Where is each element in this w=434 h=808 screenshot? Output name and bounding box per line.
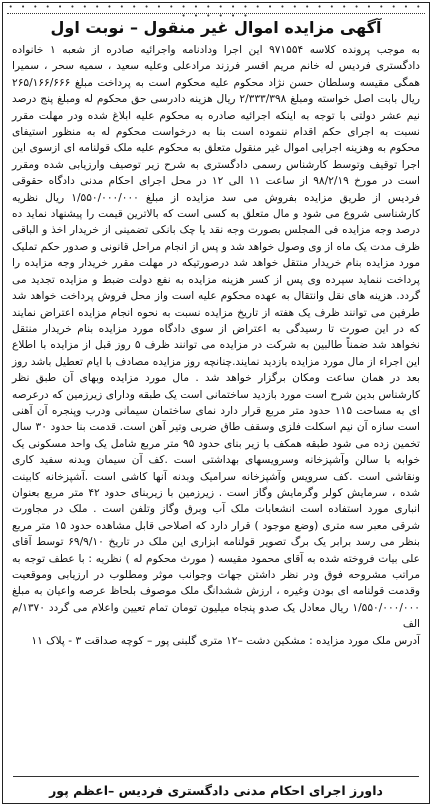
notice-signature: داورز اجرای احکام مدنی دادگستری فردیس –اعظم پور [49,783,383,798]
notice-title: آگهی مزایده اموال غیر منقول – نوبت اول [50,18,382,37]
notice-body [12,42,420,649]
decorative-border: • • • • • • • • • • • • • • • • • • • • • • • • • • • • • • • • • • • • • • • • [8,3,424,20]
legal-notice-clipping [2,2,430,804]
footer-divider [13,776,419,777]
notice-body-text: به موجب پرونده کلاسه ۹۷۱۵۵۴ این اجرا ودادنامه واجرائیه صادره از شعبه ۱ خانواده دادگستری فردیس له خانم مریم افسر فرزند مرادعلی وعلیه سعید ، سمیه سحر ، سمیرا همگی مقیسه وسلطان حسن نژاد محکوم علیه محکوم است به پرداخت مبلغ ۲۶۵/۱۶۶/۶۶۶ ریال بابت اصل خواسته ومبلغ ۲/۳۳۳/۳۹۸ ریال هزینه دادرسی حق محکوم له ومبلغ پنج درصد نیم عشر دولتی با توجه به اینکه اجرائیه صادره به محکوم علیه ابلاغ شده ودر مهلت مقرر نسبت به اجرای حکم اقدام ننموده است بنا به درخواست محکوم له به منظور استیفای محکوم به وهزینه اجرایی اموال غیر منقول متعلق به محکوم علیه ملک قولنامه ای ازسوی این اجرا توقیف وتوسط کارشناس رسمی دادگستری به شرح زیر توصیف وارزیابی شده ومقرر است در مورخ ۹۸/۲/۱۹ از ساعت ۱۱ الی ۱۲ در محل اجرای احکام مدنی دادگاه حقوقی فردیس از طریق مزایده بفروش می سد مزایده از مبلغ ۱/۵۵۰/۰۰۰/۰۰۰ ریال نظریه کارشناسی شروع می شود و مال متعلق به کسی است که بالاترین قیمت را پیشنهاد نماید ده درصد وجه مزایده فی المجلس بصورت وجه نقد یا چک بانکی تضمینی از خریدار اخذ و الباقی ظرف مدت یک ماه از وی وصول خواهد شد و پس از انجام مراحل قانونی و صدور حکم تملیک مورد مزایده بنام خریدار منتقل خواهد شد درصورتیکه در مهلت مقرر خریدار وجه مزایده را پرداخت ننماید سپرده وی پس از کسر هزینه مزایده به نفع دولت ضبط و مزایده تجدید می گردد. هزینه های نقل وانتقال به عهده محکوم علیه است واز محل فروش پرداخت خواهد شد طرفین می توانند ظرف یک هفته از تاریخ مزایده نسبت به نحوه انجام مزایده اعتراض نمایند که در این صورت تا رسیدگی به اعتراض از سوی دادگاه مورد مزایده بنام خریدار منتقل نخواهد شد ضمناً طالبین به شرکت در مزایده می توانند ظرف ۵ روز قبل از مزایده با اطلاع این اجراء از مال مورد مزایده بازدید نمایند.چنانچه روز مزایده مصادف با ایام تعطیل باشد روز بعد در همان ساعت ومکان برگزار خواهد شد . مال مورد مزایده وبهای آن طبق نظر کارشناس بدین شرح است مورد بازدید ساختمانی است یک طبقه ودارای زیرزمین که درعرصه ای به مساحت ۱۱۵ حدود متر مربع قرار دارد نمای ساختمان سیمانی ودرب وپنجره آن آهنی است سازه آن نیم اسکلت فلزی وسقف طاق ضربی وتیر آهن است. قدمت بنا حدود ۳۰ سال تخمین زده می شود طبقه همکف با زیر بنای حدود ۹۵ متر مربع شامل یک واحد مسکونی یک خوابه با سالن وآشپزخانه وسرویسهای بهداشتی است .کف آن سیمان وبدنه سفید کاری ونقاشی است .کف سرویس وآشپزخانه سرامیک وبدنه آنها کاشی است .آشپزخانه کابینت شده ، سرمایش کولر وگرمایش وگاز است . زیرزمین با زیربنای حدود ۴۲ متر مربع بعنوان انباری مورد استفاده است انشعابات ملک آب وبرق وگاز وتلفن است . ملک در مجاورت شرقی معبر سه متری (وضع موجود ) قرار دارد که اصلاحی قابل مشاهده حدود ۱۵ متر مربع بنظر می رسد برابر یک برگ تصویر قولنامه ابزاری این ملک در تاریخ ۶۹/۹/۱۰ توسط آقای علی بیات فروخته شده به آقای محمود مقیسه ( مورث محکوم له ) نظریه : با عطف توجه به مراتب مشروحه فوق ودر نظر داشتن جهات وجوانب موثر ومطلوب در ارزیابی وموقعیت وقدمت قولنامه ای بودن وغیره ، ارزش ششدانگ ملک موصوف بلحاظ عرصه واعیان به مبلغ ۱/۵۵۰/۰۰۰/۰۰۰ ریال معادل یک صدو پنجاه میلیون تومان تمام تعیین واعلام می گردد ۱۳۷۰/م الف آدرس ملک مورد مزایده : مشکین دشت –۱۲ متری گلبنی پور – کوچه صداقت ۳ - پلاک ۱۱ [12,44,421,647]
